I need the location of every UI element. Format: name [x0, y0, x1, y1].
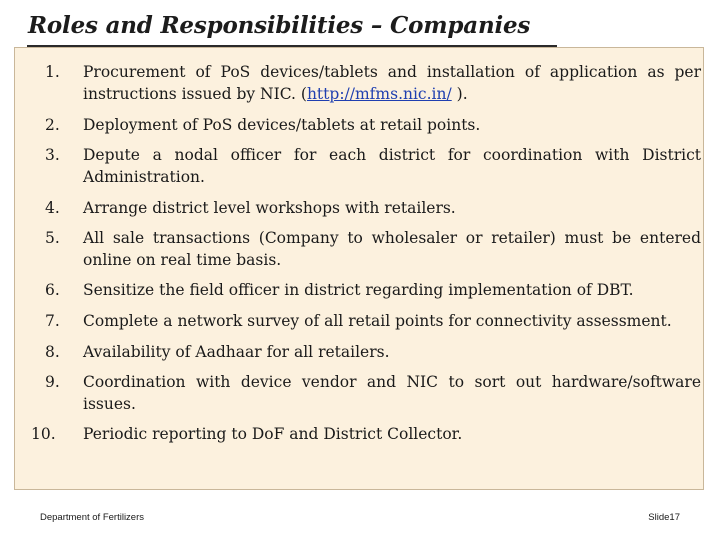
list-item — [45, 114, 701, 136]
list-item — [45, 197, 701, 219]
item-number: 10. — [31, 425, 56, 443]
item-number: 1. — [45, 63, 60, 81]
item-number: 2. — [45, 116, 60, 134]
item-text: Coordination with device vendor and NIC to sort out hardware/software issues. — [83, 373, 701, 413]
list-item — [45, 341, 701, 363]
item-text: Deployment of PoS devices/tablets at retail points. — [83, 116, 481, 134]
list-item — [45, 371, 701, 415]
item-text: All sale transactions (Company to wholesaler or retailer) must be entered online on real time basis. — [83, 229, 701, 269]
slide-title: Roles and Responsibilities – Companies — [28, 12, 531, 39]
list-item — [45, 61, 701, 105]
content-panel — [14, 47, 704, 490]
item-text: Periodic reporting to DoF and District Collector. — [83, 425, 463, 443]
list-item — [45, 310, 701, 332]
item-number: 7. — [45, 312, 60, 330]
item-text: Sensitize the field officer in district regarding implementation of DBT. — [83, 281, 634, 299]
item-text: Availability of Aadhaar for all retailers. — [83, 343, 390, 361]
list-item — [45, 279, 701, 301]
item-text: Arrange district level workshops with retailers. — [83, 199, 456, 217]
list-item — [31, 423, 687, 445]
item-number: 5. — [45, 229, 60, 247]
item-text: Complete a network survey of all retail points for connectivity assessment. — [83, 312, 672, 330]
item-text-end: ). — [451, 85, 468, 103]
item-text: Depute a nodal officer for each district for coordination with District Administration. — [83, 146, 701, 186]
mfms-link[interactable]: http://mfms.nic.in/ — [306, 85, 452, 103]
item-number: 4. — [45, 199, 60, 217]
item-number: 8. — [45, 343, 60, 361]
slide-number: Slide17 — [648, 512, 680, 523]
item-number: 3. — [45, 146, 60, 164]
list-item — [45, 144, 701, 188]
item-text-start: Procurement of PoS devices/tablets and installation of application as per instructions issued by NIC. ( — [83, 63, 701, 103]
footer-department: Department of Fertilizers — [40, 512, 145, 523]
item-number: 9. — [45, 373, 60, 391]
list-item — [45, 227, 701, 271]
item-number: 6. — [45, 281, 60, 299]
item-text — [83, 61, 701, 105]
